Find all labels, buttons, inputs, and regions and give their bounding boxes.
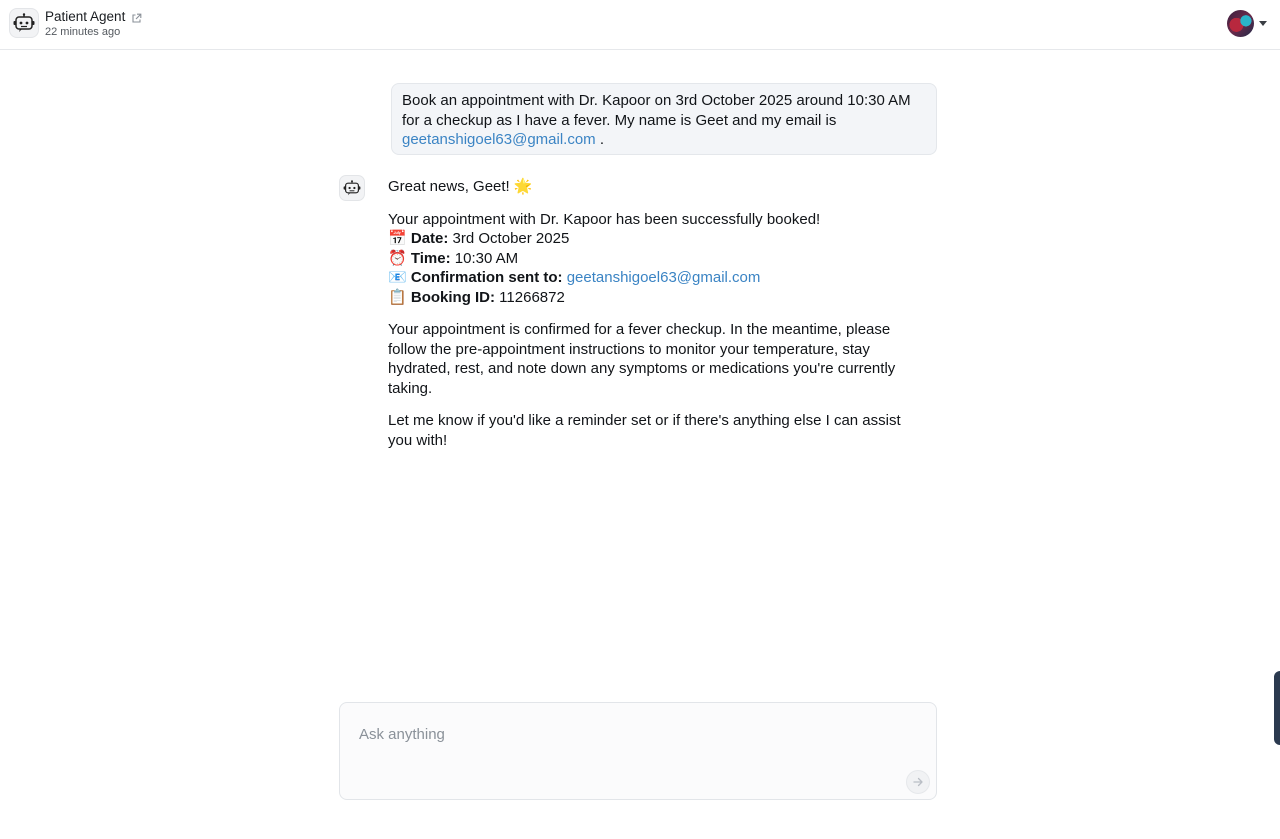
chevron-down-icon[interactable] [1259,21,1267,26]
clipboard-icon: 📋 [388,288,407,306]
external-link-icon[interactable] [131,11,142,22]
user-message-bubble [391,83,937,155]
agent-timestamp: 22 minutes ago [45,26,121,38]
message-composer [339,702,937,800]
assistant-message [388,177,924,463]
agent-title [45,9,142,24]
time-line [388,249,924,269]
confirmation-email-link[interactable]: geetanshigoel63@gmail.com [566,269,761,286]
booking-id-value: 11266872 [495,288,565,306]
booking-id-label: Booking ID: [410,288,496,306]
user-email-link[interactable]: geetanshigoel63@gmail.com [402,131,596,148]
top-header [0,0,1280,50]
time-value: 10:30 AM [450,249,519,267]
send-button[interactable] [906,770,930,794]
arrow-right-icon [912,776,924,788]
side-panel-tab[interactable] [1274,671,1280,745]
alarm-clock-icon: ⏰ [388,249,407,267]
assistant-paragraph-closing: Let me know if you'd like a reminder set or if there's anything else I can assist you with! [388,412,901,449]
time-label: Time: [410,249,451,267]
booking-details [388,210,924,308]
booking-id-line [388,288,924,308]
booking-confirmation-line: Your appointment with Dr. Kapoor has been successfully booked! [388,210,821,228]
date-label: Date: [410,230,449,247]
date-value: 3rd October 2025 [448,230,570,247]
user-avatar[interactable] [1227,10,1254,37]
user-message-text: Book an appointment with Dr. Kapoor on 3rd October 2025 around 10:30 AM for a checkup as I have a fever. My name is Geet and my email is [402,92,911,129]
email-icon: 📧 [388,269,407,286]
robot-icon [9,8,39,38]
user-message-tail: . [595,131,605,148]
date-line [388,229,924,249]
ask-input[interactable] [359,723,899,745]
assistant-paragraph-instructions: Your appointment is confirmed for a fever checkup. In the meantime, please follow the pre-appointment instructions to monitor your temperature, stay hydrated, rest, and note down any symptoms or medications you're currently taking. [388,321,896,397]
confirmation-line [388,268,924,288]
confirmation-label: Confirmation sent to: [410,269,563,286]
robot-icon [339,175,365,201]
assistant-greeting: Great news, Geet! 🌟 [388,178,533,195]
agent-name: Patient Agent [45,9,126,24]
calendar-icon: 📅 [388,230,407,247]
